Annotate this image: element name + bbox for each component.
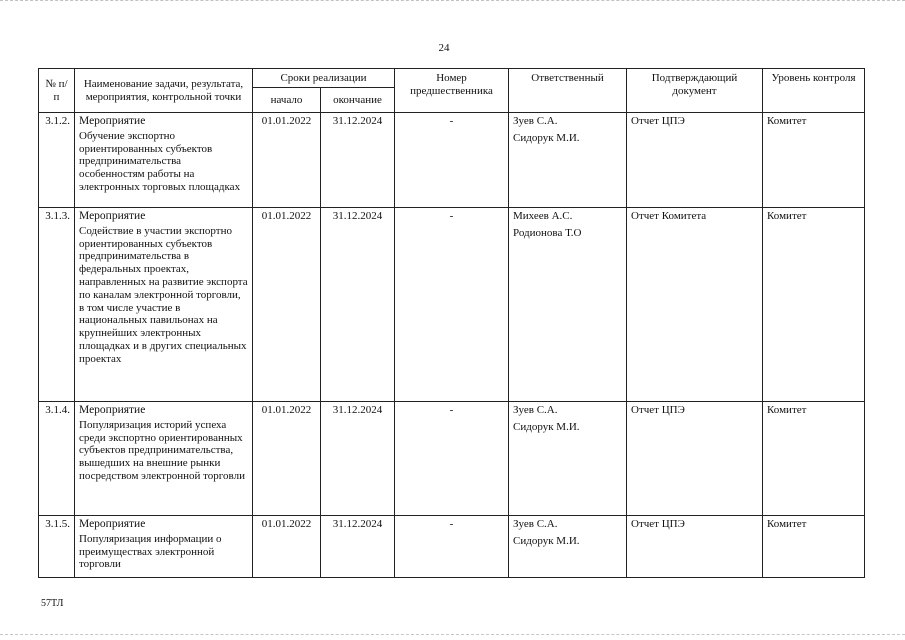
responsible-person: Родионова Т.О — [513, 226, 582, 239]
header-responsible: Ответственный — [509, 69, 627, 113]
row-name-cell — [75, 516, 253, 578]
row-description: Обучение экспортно ориентированных субъектов предпринимательства особенностям работы на электронных торговых площадках — [79, 129, 241, 193]
row-document: Отчет Комитета — [627, 208, 763, 402]
action-plan-table — [38, 68, 865, 578]
row-number: 3.1.5. — [39, 516, 75, 578]
row-number: 3.1.3. — [39, 208, 75, 402]
scan-edge-top — [0, 0, 905, 7]
row-type: Мероприятие — [79, 210, 146, 222]
row-type: Мероприятие — [79, 518, 146, 530]
row-responsible — [509, 113, 627, 208]
row-document: Отчет ЦПЭ — [627, 113, 763, 208]
row-level: Комитет — [763, 402, 865, 516]
table-row — [39, 516, 865, 578]
row-predecessor: - — [395, 516, 509, 578]
header-predecessor: Номер предшественника — [395, 69, 509, 113]
row-predecessor: - — [395, 402, 509, 516]
table-row — [39, 208, 865, 402]
responsible-person: Сидорук М.И. — [513, 420, 580, 433]
row-start-date: 01.01.2022 — [253, 402, 321, 516]
header-level: Уровень контроля — [763, 69, 865, 113]
header-num: № п/п — [39, 69, 75, 113]
responsible-person: Зуев С.А. — [513, 115, 558, 127]
row-level: Комитет — [763, 113, 865, 208]
row-number: 3.1.4. — [39, 402, 75, 516]
header-name: Наименование задачи, результата, мероприятия, контрольной точки — [75, 69, 253, 113]
row-responsible — [509, 208, 627, 402]
responsible-person: Сидорук М.И. — [513, 131, 580, 144]
row-predecessor: - — [395, 113, 509, 208]
row-start-date: 01.01.2022 — [253, 208, 321, 402]
row-description: Популяризация историй успеха среди экспортно ориентированных субъектов предпринимательства, вышедших на внешние рынки посредством электронной торговли — [79, 418, 245, 482]
row-description: Содействие в участии экспортно ориентированных субъектов предпринимательства в федеральных проектах, направленных на развитие экспорта по каналам электронной торговли, в том числе участие в национальных павильонах на крупнейших электронных площадках и в других специальных проектах — [79, 224, 248, 365]
row-name-cell — [75, 208, 253, 402]
row-end-date: 31.12.2024 — [321, 516, 395, 578]
document-code: 57ТЛ — [41, 598, 64, 609]
responsible-person: Сидорук М.И. — [513, 534, 580, 547]
row-start-date: 01.01.2022 — [253, 516, 321, 578]
row-end-date: 31.12.2024 — [321, 208, 395, 402]
header-terms: Сроки реализации — [253, 69, 395, 88]
responsible-person: Зуев С.А. — [513, 404, 558, 416]
row-predecessor: - — [395, 208, 509, 402]
table-row — [39, 113, 865, 208]
header-end: окончание — [321, 88, 395, 113]
scan-edge-bottom — [0, 634, 905, 639]
row-document: Отчет ЦПЭ — [627, 516, 763, 578]
responsible-person: Михеев А.С. — [513, 210, 573, 222]
row-end-date: 31.12.2024 — [321, 113, 395, 208]
page-number: 24 — [438, 42, 450, 54]
row-level: Комитет — [763, 208, 865, 402]
row-document: Отчет ЦПЭ — [627, 402, 763, 516]
row-start-date: 01.01.2022 — [253, 113, 321, 208]
header-start: начало — [253, 88, 321, 113]
row-end-date: 31.12.2024 — [321, 402, 395, 516]
row-responsible — [509, 516, 627, 578]
row-type: Мероприятие — [79, 404, 146, 416]
row-name-cell — [75, 113, 253, 208]
header-document: Подтверждающий документ — [627, 69, 763, 113]
row-type: Мероприятие — [79, 115, 146, 127]
header-row-1 — [39, 69, 865, 88]
row-name-cell — [75, 402, 253, 516]
row-level: Комитет — [763, 516, 865, 578]
row-number: 3.1.2. — [39, 113, 75, 208]
responsible-person: Зуев С.А. — [513, 518, 558, 530]
row-description: Популяризация информации о преимуществах электронной торговли — [79, 532, 222, 571]
row-responsible — [509, 402, 627, 516]
table-row — [39, 402, 865, 516]
